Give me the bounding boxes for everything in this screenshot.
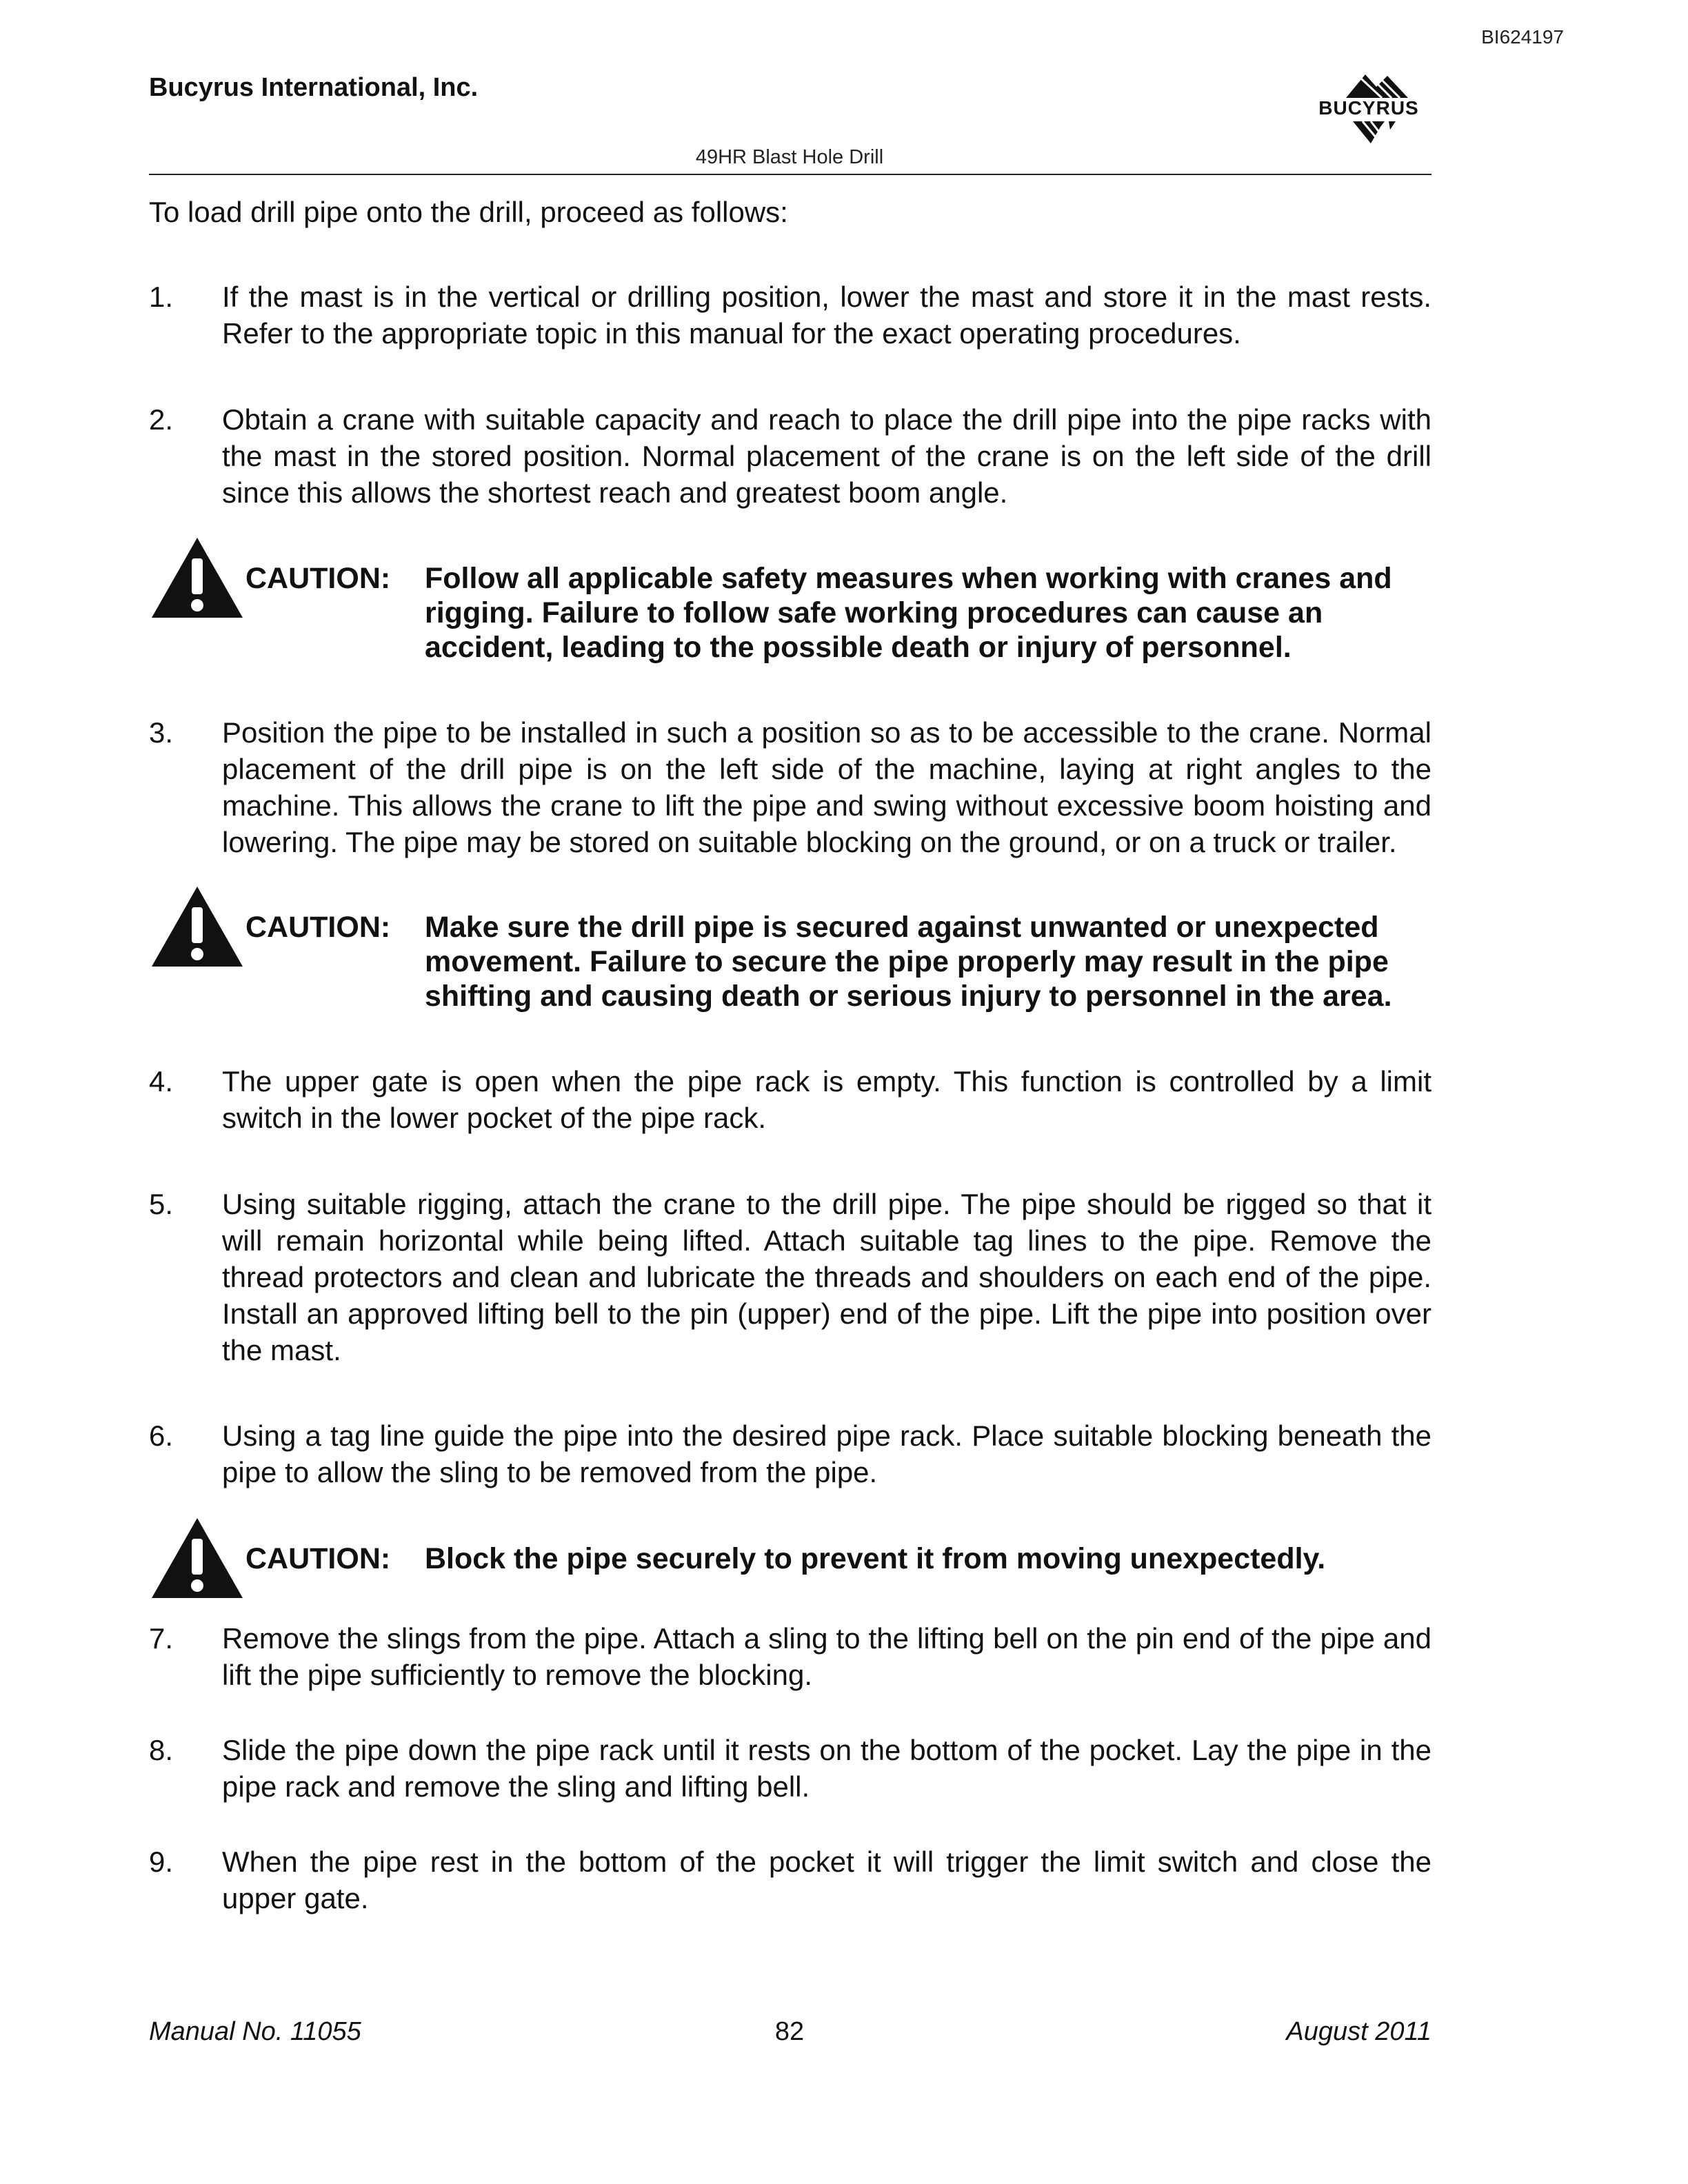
step-number: 2. — [149, 403, 174, 436]
caution-text: Follow all applicable safety measures when working with cranes and rigging. Failure to follow safe working procedures can cause an accident, leading to the possible death or injury of personnel. — [425, 562, 1392, 664]
step-number: 5. — [149, 1188, 174, 1220]
warning-icon — [149, 884, 245, 969]
step-number: 4. — [149, 1065, 174, 1098]
caution-label: CAUTION: — [245, 911, 391, 944]
logo-wordmark: BUCYRUS — [1305, 98, 1433, 119]
publication-date: August 2011 — [1286, 2017, 1431, 2046]
header-divider — [149, 174, 1431, 175]
warning-icon — [149, 1515, 245, 1601]
company-name: Bucyrus International, Inc. — [149, 73, 479, 102]
step-text: Using suitable rigging, attach the crane to the drill pipe. The pipe should be rigged so that it will remain horizontal while being lifted. Attach suitable tag lines to the pipe. Remove the thread protectors and clean and lubricate the threads and shoulders on each end of the pipe. Install an approved lifting bell to the pin (upper) end of the pipe. Lift the pipe into position over the mast. — [222, 1188, 1431, 1366]
list-item — [149, 1063, 1431, 1136]
list-item — [149, 714, 1431, 860]
step-text: Obtain a crane with suitable capacity and reach to place the drill pipe into the pipe racks with the mast in the stored position. Normal placement of the crane is on the left side of the drill since this allows the shortest reach and greatest boom angle. — [222, 403, 1431, 509]
step-text: Using a tag line guide the pipe into the desired pipe rack. Place suitable blocking beneath the pipe to allow the sling to be removed from the pipe. — [222, 1419, 1431, 1488]
document-id: BI624197 — [1481, 26, 1564, 48]
list-item — [149, 279, 1431, 352]
document-subtitle: 49HR Blast Hole Drill — [695, 146, 884, 168]
step-text: If the mast is in the vertical or drilling position, lower the mast and store it in the mast rests. Refer to the appropriate topic in this manual for the exact operating procedures. — [222, 281, 1431, 350]
list-item — [149, 1732, 1431, 1805]
list-item — [149, 401, 1431, 511]
list-item — [149, 1417, 1431, 1490]
step-number: 6. — [149, 1419, 174, 1452]
bucyrus-logo — [1305, 72, 1433, 149]
step-text: Slide the pipe down the pipe rack until it rests on the bottom of the pocket. Lay the pipe in the pipe rack and remove the sling and lifting bell. — [222, 1734, 1431, 1803]
step-text: The upper gate is open when the pipe rack is empty. This function is controlled by a limit switch in the lower pocket of the pipe rack. — [222, 1065, 1431, 1134]
caution-label: CAUTION: — [245, 562, 391, 595]
page-number: 82 — [774, 2017, 805, 2046]
caution-block — [149, 561, 1431, 665]
step-number: 1. — [149, 281, 174, 313]
step-text: Remove the slings from the pipe. Attach a sling to the lifting bell on the pin end of the pipe and lift the pipe sufficiently to remove the blocking. — [222, 1622, 1431, 1691]
caution-block — [149, 910, 1431, 1013]
list-item — [149, 1186, 1431, 1368]
step-text: Position the pipe to be installed in such a position so as to be accessible to the crane. Normal placement of the drill pipe is on the left side of the machine, laying at right angles to the machine. This allows the crane to lift the pipe and swing without excessive boom hoisting and lowering. The pipe may be stored on suitable blocking on the ground, or on a truck or trailer. — [222, 716, 1431, 858]
step-number: 7. — [149, 1622, 174, 1655]
step-number: 8. — [149, 1734, 174, 1766]
caution-text: Make sure the drill pipe is secured against unwanted or unexpected movement. Failure to secure the pipe properly may result in the pipe shifting and causing death or serious injury to personnel in the area. — [425, 911, 1392, 1013]
warning-icon — [149, 535, 245, 620]
caution-label: CAUTION: — [245, 1542, 391, 1575]
caution-block — [149, 1541, 1431, 1576]
step-number: 9. — [149, 1846, 174, 1878]
caution-text: Block the pipe securely to prevent it from moving unexpectedly. — [425, 1542, 1326, 1575]
step-text: When the pipe rest in the bottom of the pocket it will trigger the limit switch and close the upper gate. — [222, 1846, 1431, 1914]
intro-text: To load drill pipe onto the drill, proceed as follows: — [149, 196, 788, 228]
list-item — [149, 1620, 1431, 1693]
list-item — [149, 1843, 1431, 1917]
manual-number: Manual No. 11055 — [149, 2017, 361, 2046]
step-number: 3. — [149, 716, 174, 749]
